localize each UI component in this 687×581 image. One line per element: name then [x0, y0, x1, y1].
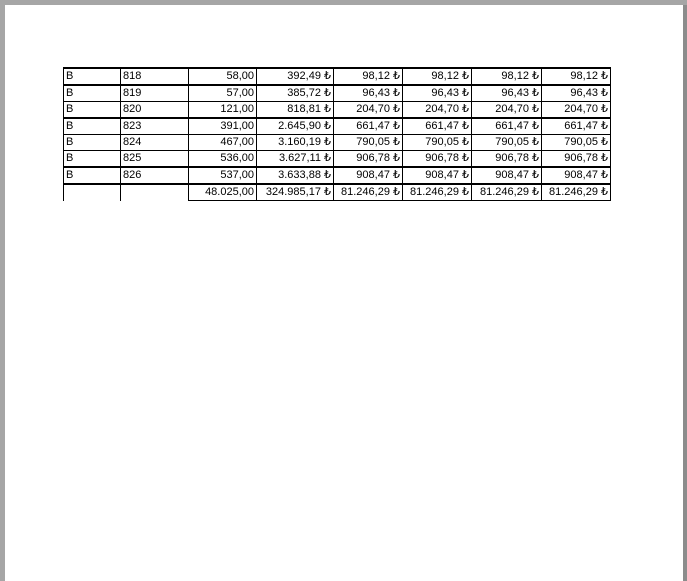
group-cell: B	[64, 135, 121, 151]
id-cell	[121, 184, 189, 201]
quantity-cell: 537,00	[189, 167, 257, 184]
quantity-cell: 536,00	[189, 151, 257, 168]
share-cell-2: 906,78 ₺	[403, 151, 472, 168]
group-cell: B	[64, 85, 121, 102]
table-row	[64, 167, 611, 184]
quantity-cell: 391,00	[189, 118, 257, 135]
share-cell-1: 661,47 ₺	[334, 118, 403, 135]
print-preview-page	[5, 5, 683, 581]
share-cell-4: 98,12 ₺	[542, 68, 611, 85]
share-cell-4: 661,47 ₺	[542, 118, 611, 135]
quantity-cell: 121,00	[189, 102, 257, 119]
page-shadow	[683, 5, 687, 581]
id-cell: 824	[121, 135, 189, 151]
total-amount-cell: 3.627,11 ₺	[257, 151, 334, 168]
group-cell: B	[64, 102, 121, 119]
share-cell-2: 908,47 ₺	[403, 167, 472, 184]
share-total-cell-2: 81.246,29 ₺	[403, 184, 472, 201]
group-cell	[64, 184, 121, 201]
data-table	[63, 67, 611, 201]
group-cell: B	[64, 68, 121, 85]
table-row	[64, 102, 611, 119]
share-cell-2: 96,43 ₺	[403, 85, 472, 102]
total-amount-cell: 392,49 ₺	[257, 68, 334, 85]
share-cell-4: 790,05 ₺	[542, 135, 611, 151]
total-amount-cell: 385,72 ₺	[257, 85, 334, 102]
total-amount-cell: 818,81 ₺	[257, 102, 334, 119]
share-cell-3: 908,47 ₺	[472, 167, 542, 184]
id-cell: 819	[121, 85, 189, 102]
total-amount-cell: 3.160,19 ₺	[257, 135, 334, 151]
id-cell: 826	[121, 167, 189, 184]
total-quantity-cell: 48.025,00	[189, 184, 257, 201]
share-cell-3: 204,70 ₺	[472, 102, 542, 119]
total-amount-cell: 2.645,90 ₺	[257, 118, 334, 135]
share-cell-1: 204,70 ₺	[334, 102, 403, 119]
totals-row	[64, 184, 611, 201]
table-row	[64, 118, 611, 135]
share-cell-1: 906,78 ₺	[334, 151, 403, 168]
total-amount-cell: 3.633,88 ₺	[257, 167, 334, 184]
table-row	[64, 85, 611, 102]
share-cell-2: 661,47 ₺	[403, 118, 472, 135]
quantity-cell: 58,00	[189, 68, 257, 85]
group-cell: B	[64, 151, 121, 168]
share-cell-1: 790,05 ₺	[334, 135, 403, 151]
share-total-cell-3: 81.246,29 ₺	[472, 184, 542, 201]
id-cell: 818	[121, 68, 189, 85]
share-cell-3: 790,05 ₺	[472, 135, 542, 151]
share-total-cell-1: 81.246,29 ₺	[334, 184, 403, 201]
share-cell-3: 661,47 ₺	[472, 118, 542, 135]
share-cell-2: 98,12 ₺	[403, 68, 472, 85]
table-row	[64, 151, 611, 168]
share-cell-3: 906,78 ₺	[472, 151, 542, 168]
table-row	[64, 68, 611, 85]
share-total-cell-4: 81.246,29 ₺	[542, 184, 611, 201]
grand-total-cell: 324.985,17 ₺	[257, 184, 334, 201]
id-cell: 825	[121, 151, 189, 168]
share-cell-4: 906,78 ₺	[542, 151, 611, 168]
share-cell-4: 96,43 ₺	[542, 85, 611, 102]
quantity-cell: 467,00	[189, 135, 257, 151]
share-cell-3: 96,43 ₺	[472, 85, 542, 102]
table-row	[64, 135, 611, 151]
share-cell-1: 98,12 ₺	[334, 68, 403, 85]
share-cell-2: 790,05 ₺	[403, 135, 472, 151]
group-cell: B	[64, 118, 121, 135]
share-cell-1: 96,43 ₺	[334, 85, 403, 102]
id-cell: 823	[121, 118, 189, 135]
group-cell: B	[64, 167, 121, 184]
id-cell: 820	[121, 102, 189, 119]
share-cell-2: 204,70 ₺	[403, 102, 472, 119]
quantity-cell: 57,00	[189, 85, 257, 102]
share-cell-4: 908,47 ₺	[542, 167, 611, 184]
share-cell-4: 204,70 ₺	[542, 102, 611, 119]
share-cell-3: 98,12 ₺	[472, 68, 542, 85]
share-cell-1: 908,47 ₺	[334, 167, 403, 184]
